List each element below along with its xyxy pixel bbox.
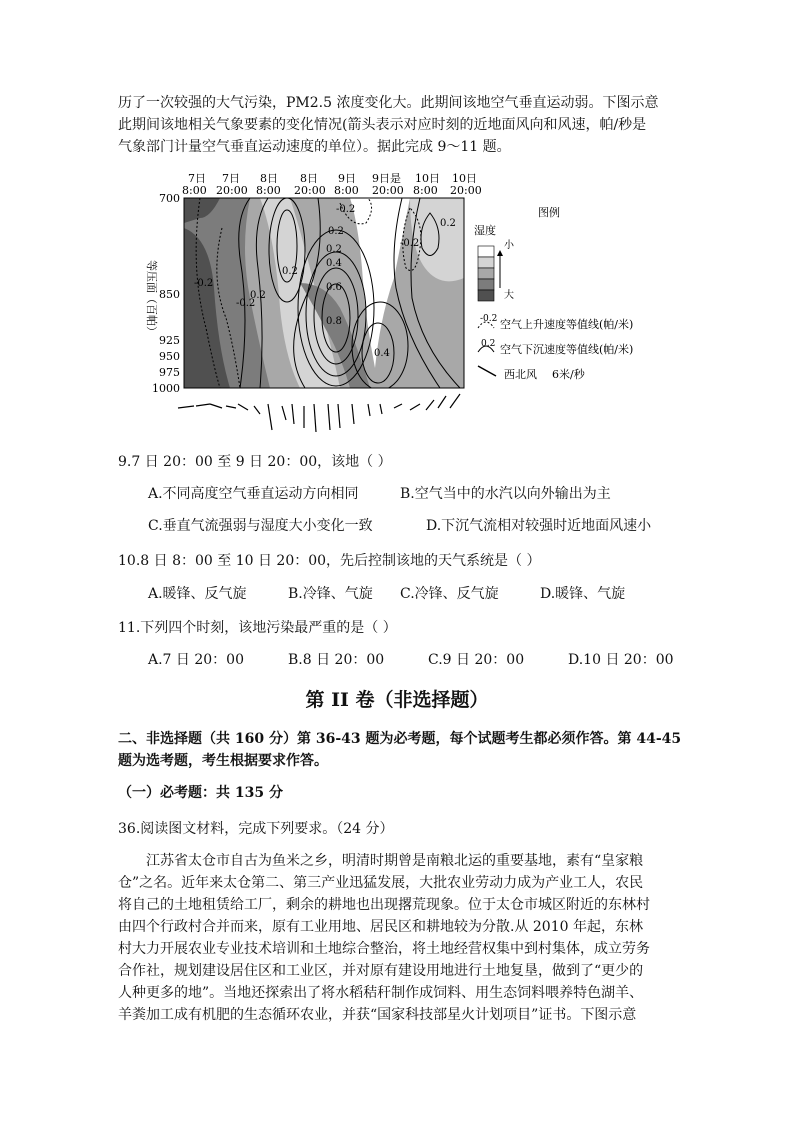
contour-label-12: 0.2 [250,290,266,301]
time-hour-5: 20:00 [372,184,404,197]
part2-instruction-1: 二、非选择题（共 160 分）第 36-43 题为必考题，每个试题考生都必须作答。第 44-45 [118,731,682,747]
meteorology-figure [140,168,680,438]
contour-label-0: -0.2 [194,278,214,289]
time-day-0: 7日 [188,172,206,185]
q36-paragraph-line-2: 仓”之名。近年来太仓第二、第三产业迅猛发展，大批农业劳动力成为产业工人，农民 [118,875,644,891]
contour-label-7: 0.4 [326,258,342,269]
q11-option-a[interactable]: A.7 日 20：00 [148,652,244,668]
contour-label-10: 0.4 [374,348,390,359]
time-day-6: 10日 [415,172,440,185]
contour-label-4: 0.2 [328,226,344,237]
time-hour-1: 20:00 [216,184,248,197]
q36-paragraph-line-6: 合作社，规划建设居住区和工业区，并对原有建设用地进行土地复垦，做到了“更少的 [118,963,644,979]
time-hour-0: 8:00 [182,184,207,197]
q9-option-b[interactable]: B.空气当中的水汽以向外输出为主 [400,486,611,502]
q10-option-b[interactable]: B.冷锋、气旋 [288,586,373,602]
time-hour-6: 8:00 [413,184,438,197]
q36-paragraph-line-4: 由四个行政村合并而来，原有工业用地、居民区和耕地较为分散.从 2010 年起，东林 [118,919,643,935]
y-tick-1000: 1000 [152,382,180,395]
legend [474,205,633,381]
legend-wind-label: 西北风 [504,368,537,381]
legend-humidity: 湿度 [474,224,496,237]
q36-stem: 36.阅读图文材料，完成下列要求。（24 分） [118,821,394,837]
q36-paragraph-line-3: 将自己的土地租赁给工厂，剩余的耕地也出现撂荒现象。位于太仓市城区附近的东林村 [118,897,650,913]
wind-arrow-icon [478,366,496,376]
legend-rise-value: -0.2 [480,314,498,324]
legend-rise-label: 空气上升速度等值线(帕/米) [500,318,634,331]
q36-paragraph-line-7: 人种更多的地”。当地还探索出了将水稻秸秆制作成饲料、用生态饲料喂养特色湖羊、 [118,985,644,1001]
time-hour-3: 20:00 [294,184,326,197]
q10-option-a[interactable]: A.暖锋、反气旋 [148,586,247,602]
part2-instruction-2: 题为选考题，考生根据要求作答。 [118,753,328,769]
q10-option-d[interactable]: D.暖锋、气旋 [540,586,626,602]
time-day-3: 8日 [300,172,318,185]
humidity-swatch-4 [478,290,494,301]
time-hour-2: 8:00 [256,184,281,197]
intro-line-1: 历了一次较强的大气污染，PM2.5 浓度变化大。此期间该地空气垂直运动弱。下图示意 [118,95,659,111]
humidity-swatch-0 [478,246,494,257]
q10-option-c[interactable]: C.冷锋、反气旋 [400,586,499,602]
q10-stem: 10.8 日 8：00 至 10 日 20：00，先后控制该地的天气系统是（ ） [118,553,541,569]
q11-option-d[interactable]: D.10 日 20：00 [568,652,674,668]
contour-label-3: 0.2 [282,266,298,277]
intro-line-3: 气象部门计量空气垂直运动速度的单位）。据此完成 9～11 题。 [118,139,511,155]
time-hour-7: 20:00 [450,184,482,197]
contour-label-1: -0.2 [236,298,256,309]
q9-option-a[interactable]: A.不同高度空气垂直运动方向相同 [148,486,359,502]
legend-sink-label: 空气下沉速度等值线(帕/米) [500,343,634,356]
legend-small: 小 [504,240,514,251]
y-tick-925: 925 [159,334,180,347]
part2-title: 第 II 卷（非选择题） [305,689,489,711]
legend-arrowhead-icon [497,250,503,256]
q36-paragraph-line-5: 村大力开展农业专业技术培训和土地综合整治，将土地经营权集中到村集体，成立劳务 [118,941,650,957]
y-tick-700: 700 [159,192,180,205]
legend-wind-speed: 6米/秒 [552,368,585,381]
q9-stem: 9.7 日 20：00 至 9 日 20：00，该地（ ） [118,454,392,470]
q36-paragraph-line-8: 羊粪加工成有机肥的生态循环农业，并获“国家科技部星火计划项目”证书。下图示意 [118,1007,637,1023]
y-axis-label: 等压面（百帕） [145,260,158,337]
legend-large: 大 [504,290,514,301]
time-labels [182,172,482,197]
q11-stem: 11.下列四个时刻，该地污染最严重的是（ ） [118,620,397,636]
q9-option-d[interactable]: D.下沉气流相对较强时近地面风速小 [426,518,652,534]
contour-label-9: 0.8 [326,316,342,327]
time-day-1: 7日 [222,172,240,185]
y-tick-975: 975 [159,366,180,379]
time-hour-4: 8:00 [334,184,359,197]
time-day-5: 9日是 [372,172,401,185]
legend-humidity-swatches [478,246,494,301]
humidity-swatch-1 [478,257,494,268]
q36-paragraph-line-1: 江苏省太仓市自古为鱼米之乡，明清时期曾是南粮北运的重要基地，素有“皇家粮 [146,853,644,869]
contour-label-5: 0.2 [326,244,342,255]
intro-line-2: 此期间该地相关气象要素的变化情况(箭头表示对应时刻的近地面风向和风速，帕/秒是 [118,117,647,133]
y-tick-850: 850 [159,288,180,301]
legend-sink-value: 0.2 [481,339,496,349]
y-tick-950: 950 [159,350,180,363]
q11-option-b[interactable]: B.8 日 20：00 [288,652,385,668]
legend-title: 图例 [538,206,560,219]
contour-label-11: -0.2 [400,238,420,249]
contour-label-2: -0.2 [336,204,356,215]
time-day-4: 9日 [338,172,356,185]
humidity-swatch-2 [478,268,494,279]
part2-required-header: （一）必考题：共 135 分 [118,785,283,801]
contour-label-8: 0.6 [326,282,342,293]
contour-label-6: 0.2 [440,218,456,229]
time-day-7: 10日 [452,172,477,185]
time-day-2: 8日 [260,172,278,185]
q11-option-c[interactable]: C.9 日 20：00 [428,652,525,668]
humidity-shading [184,198,464,388]
q9-option-c[interactable]: C.垂直气流强弱与湿度大小变化一致 [148,518,373,534]
wind-arrows [178,394,460,432]
humidity-swatch-3 [478,279,494,290]
